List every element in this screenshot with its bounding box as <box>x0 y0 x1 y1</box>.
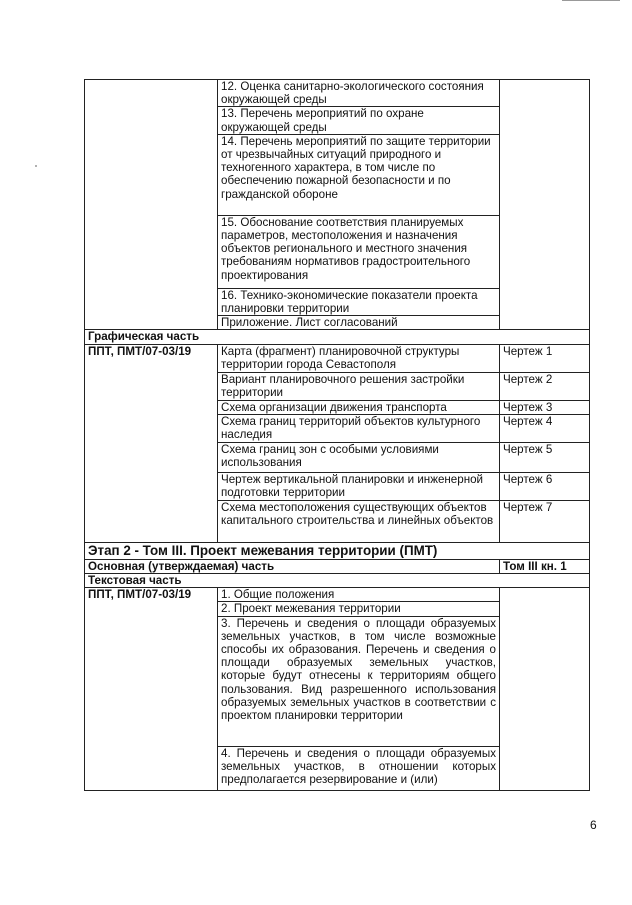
drawing-title: Схема организации движения транспорта <box>218 400 500 414</box>
drawing-title: Схема местоположения существующих объектов капитального строительства и линейных объектов <box>218 500 500 542</box>
drawing-number: Чертеж 2 <box>500 372 590 400</box>
drawing-title: Схема границ зон с особыми условиями использования <box>218 442 500 472</box>
list-item: 14. Перечень мероприятий по защите территории от чрезвычайных ситуаций природного и техногенного характера, в том числе по обеспечению пожарной безопасности и по гражданской обороне <box>218 134 500 215</box>
empty-volume-cell <box>500 80 590 330</box>
list-item: 15. Обоснование соответствия планируемых параметров, местоположения и назначения объектов регионального и местного значения требованиям нормативов градостроительного проектирования <box>218 215 500 288</box>
list-item: 1. Общие положения <box>218 588 500 602</box>
list-item: 3. Перечень и сведения о площади образуемых земельных участков, в том числе возможные способы их образования. Перечень и сведения о площади образуемых земельных участков, которые будут отнесены к территориям общего пользования. Вид разрешенного использования образуемых земельных участков в соответствии с проектом планировки территории <box>218 616 500 746</box>
drawing-number: Чертеж 4 <box>500 414 590 442</box>
empty-code-cell <box>85 80 218 330</box>
drawing-title: Вариант планировочного решения застройки территории <box>218 372 500 400</box>
margin-speck <box>35 165 37 167</box>
drawing-number: Чертеж 6 <box>500 472 590 500</box>
drawing-title: Карта (фрагмент) планировочной структуры территории города Севастополя <box>218 344 500 372</box>
section-header-graphic: Графическая часть <box>85 330 590 344</box>
document-code: ППТ, ПМТ/07-03/19 <box>85 344 218 542</box>
list-item: 13. Перечень мероприятий по охране окружающей среды <box>218 107 500 134</box>
drawing-number: Чертеж 7 <box>500 500 590 542</box>
page-number: 6 <box>590 818 597 832</box>
main-part-label: Основная (утверждаемая) часть <box>85 559 500 573</box>
stage-title: Этап 2 - Том III. Проект межевания территории (ПМТ) <box>85 542 590 559</box>
list-item: 4. Перечень и сведения о площади образуемых земельных участков, в отношении которых предполагается резервирование и (или) <box>218 746 500 790</box>
document-code: ППТ, ПМТ/07-03/19 <box>85 588 218 790</box>
document-table <box>84 79 590 791</box>
drawing-number: Чертеж 3 <box>500 400 590 414</box>
list-item: Приложение. Лист согласований <box>218 316 500 330</box>
list-item: 12. Оценка санитарно-экологического состояния окружающей среды <box>218 80 500 107</box>
empty-volume-cell <box>500 588 590 790</box>
drawing-title: Чертеж вертикальной планировки и инженерной подготовки территории <box>218 472 500 500</box>
main-volume-label: Том III кн. 1 <box>500 559 590 573</box>
drawing-number: Чертеж 5 <box>500 442 590 472</box>
drawing-title: Схема границ территорий объектов культурного наследия <box>218 414 500 442</box>
list-item: 16. Технико-экономические показатели проекта планировки территории <box>218 288 500 315</box>
section-header-text: Текстовая часть <box>85 574 590 588</box>
drawing-number: Чертеж 1 <box>500 344 590 372</box>
list-item: 2. Проект межевания территории <box>218 602 500 616</box>
top-edge-mark <box>562 0 620 4</box>
